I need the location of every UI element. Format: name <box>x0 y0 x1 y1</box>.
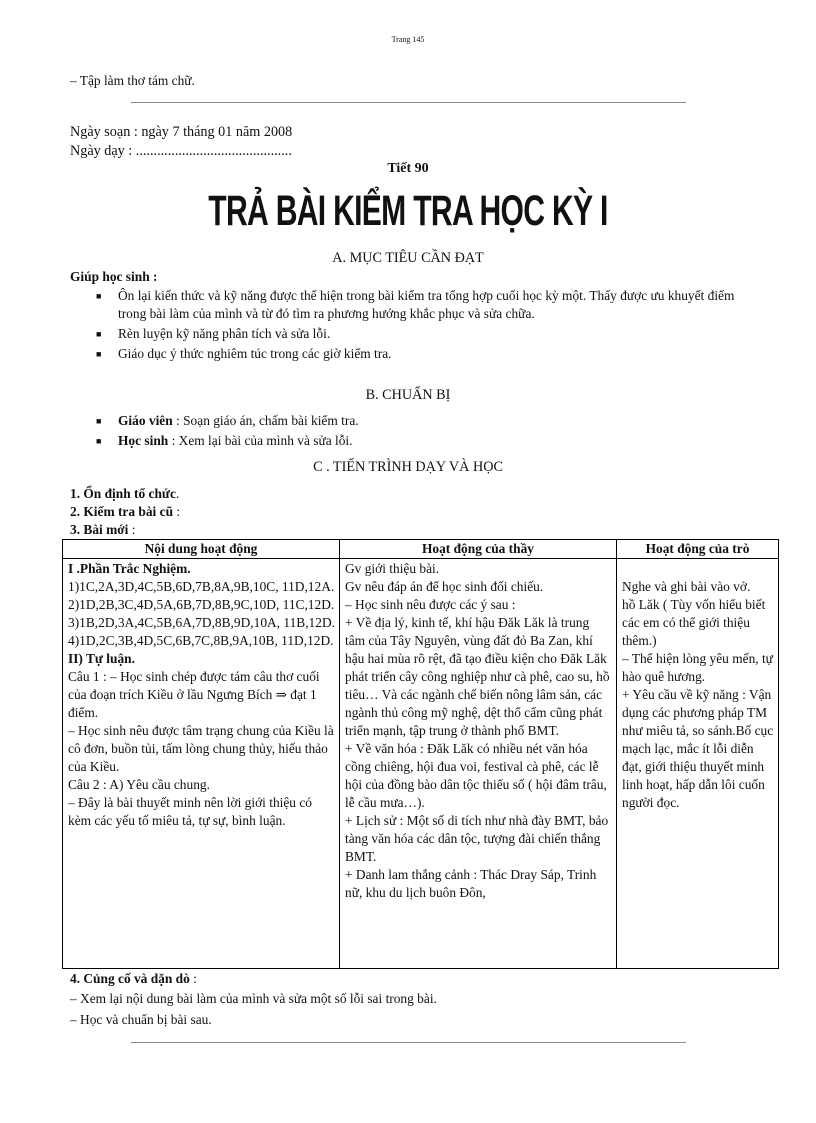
list-item-text: Giáo dục ý thức nghiêm túc trong các giờ kiểm tra. <box>118 346 392 361</box>
student-cell <box>617 559 779 969</box>
section-a-intro: Giúp học sinh : <box>70 269 158 284</box>
table-header-row <box>63 540 779 559</box>
teacher-cell <box>340 559 617 969</box>
teacher-line: – Học sinh nêu được các ý sau : <box>345 597 516 612</box>
bullet-icon: ■ <box>96 416 102 426</box>
question-1-detail: – Học sinh nêu được tâm trạng chung của Kiều là cô đơn, buồn tủi, tấm lòng chung thủy, hiếu thảo của Kiều. <box>68 723 334 774</box>
step-text: : <box>173 504 181 519</box>
answer-set-2: 2)1D,2B,3C,4D,5A,6B,7D,8B,9C,10D, 11C,12D. <box>68 597 335 612</box>
content-cell <box>63 559 340 969</box>
lesson-prep-date: Ngày soạn : ngày 7 tháng 01 năm 2008 <box>70 124 293 140</box>
step-2 <box>70 503 180 521</box>
step-3 <box>70 521 135 539</box>
part2-title: II) Tự luận. <box>68 651 135 666</box>
section-4-suffix: : <box>189 971 197 986</box>
teacher-line: + Về địa lý, kinh tế, khí hậu Đăk Lăk là trung tâm của Tây Nguyên, vùng đất đỏ Ba Zan, khí hậu hai mùa rõ rệt, đã tạo điều kiện cho Đăk Lăk phát triển cây công nghiệp như cà phê, cao su, hồ tiêu… Và các ngành chế biến nông lâm sản, các ngành thủ công mỹ nghệ, dệt thổ cẩm cũng phát triển mạnh, tập trung ở thành phố BMT. <box>345 615 610 738</box>
list-item-text: : Xem lại bài của mình và sửa lỗi. <box>168 433 353 448</box>
bullet-icon: ■ <box>96 329 102 339</box>
section-4-item-2: – Học và chuẩn bị bài sau. <box>70 1012 212 1027</box>
section-b-heading: B. CHUẨN BỊ <box>365 387 451 403</box>
section-4-label: 4. Củng cố và dặn dò <box>70 971 190 986</box>
lesson-teach-date: Ngày dạy : ............................................ <box>70 143 292 159</box>
teacher-line: + Lịch sử : Một số di tích như nhà đày BMT, bảo tàng văn hóa các dân tộc, tượng đài chiến thắng BMT. <box>345 813 609 864</box>
col-header-teacher: Hoạt động của thầy <box>340 540 617 559</box>
lesson-number: Tiết 90 <box>387 161 429 176</box>
step-text: . <box>175 486 180 501</box>
divider-bottom <box>131 1042 686 1043</box>
list-item <box>96 432 746 450</box>
question-1: Câu 1 : – Học sinh chép được tám câu thơ cuối của đoạn trích Kiều ở lầu Ngưng Bích ⇒ đạt 1 điểm. <box>68 669 320 720</box>
section-a-heading: A. MỤC TIÊU CẦN ĐẠT <box>332 250 484 266</box>
student-line: – Thể hiện lòng yêu mến, tự hào quê hương. <box>622 651 773 684</box>
student-line: hồ Lăk ( Tùy vốn hiểu biết các em có thể giới thiệu thêm.) <box>622 597 766 648</box>
teacher-line: + Về văn hóa : Đăk Lăk có nhiều nét văn hóa cồng chiêng, hội đua voi, festival cà phê, các lễ hội của đồng bào dân tộc thiểu số ( hội đâm trâu, lễ cầu mưa…). <box>345 741 607 810</box>
col-header-content: Nội dung hoạt động <box>63 540 340 559</box>
page-number: Trang 145 <box>391 35 425 44</box>
section-4-item-1: – Xem lại nội dung bài làm của mình và sửa một số lỗi sai trong bài. <box>70 991 437 1006</box>
teacher-line: + Danh lam thắng cảnh : Thác Dray Sáp, Trinh nữ, khu du lịch buôn Đôn, <box>345 867 597 900</box>
answer-set-1: 1)1C,2A,3D,4C,5B,6D,7B,8A,9B,10C, 11D,12A. <box>68 579 335 594</box>
step-1 <box>70 485 179 503</box>
list-item-text: Ôn lại kiến thức và kỹ năng được thể hiện trong bài kiểm tra tổng hợp cuối học kỳ một. Thấy được ưu khuyết điểm trong bài làm của mình và từ đó tìm ra phương hướng khắc phục và sửa chữa. <box>118 288 735 321</box>
list-item-label: Giáo viên <box>118 413 173 428</box>
divider-top <box>131 102 686 103</box>
list-item <box>96 325 746 343</box>
list-item <box>96 287 746 323</box>
part1-title: I .Phần Trắc Nghiệm. <box>68 561 191 576</box>
step-text: : <box>128 522 136 537</box>
student-line: + Yêu cầu về kỹ năng : Vận dụng các phương pháp TM như miêu tả, so sánh.Bố cục mạch lạc, mắc ít lỗi diễn đạt, giới thiệu thuyết minh linh hoạt, hấp dẫn lôi cuốn người đọc. <box>622 687 774 810</box>
list-item-label: Học sinh <box>118 433 169 448</box>
bullet-icon: ■ <box>96 291 102 301</box>
list-item-text: Rèn luyện kỹ năng phân tích và sửa lỗi. <box>118 326 331 341</box>
answer-set-3: 3)1B,2D,3A,4C,5B,6A,7D,8B,9D,10A, 11B,12D. <box>68 615 335 630</box>
list-item <box>96 345 746 363</box>
question-2-detail: – Đây là bài thuyết minh nên lời giới thiệu có kèm các yếu tố miêu tả, tự sự, bình luận. <box>68 795 312 828</box>
step-label: 3. Bài mới <box>70 522 129 537</box>
col-header-student: Hoạt động của trò <box>617 540 779 559</box>
section-c-heading: C . TIẾN TRÌNH DẠY VÀ HỌC <box>313 459 503 475</box>
step-label: 1. Ổn định tổ chức <box>70 486 176 501</box>
list-item-text: : Soạn giáo án, chấm bài kiểm tra. <box>172 413 359 428</box>
teacher-line: Gv giới thiệu bài. <box>345 561 440 576</box>
intro-line: – Tập làm thơ tám chữ. <box>70 73 195 88</box>
question-2: Câu 2 : A) Yêu cầu chung. <box>68 777 210 792</box>
section-4-heading <box>70 970 197 988</box>
answer-set-4: 4)1D,2C,3B,4D,5C,6B,7C,8B,9A,10B, 11D,12D. <box>68 633 334 648</box>
bullet-icon: ■ <box>96 349 102 359</box>
table-row <box>63 559 779 969</box>
activity-table <box>62 539 779 969</box>
section-b-list <box>96 412 746 450</box>
step-label: 2. Kiểm tra bài cũ <box>70 504 174 519</box>
bullet-icon: ■ <box>96 436 102 446</box>
list-item <box>96 412 746 430</box>
teacher-line: Gv nêu đáp án để học sinh đối chiếu. <box>345 579 544 594</box>
main-title: TRẢ BÀI KIỂM TRA HỌC KỲ I <box>208 187 608 235</box>
student-line: Nghe và ghi bài vào vở. <box>622 579 751 594</box>
section-a-list <box>96 287 746 363</box>
